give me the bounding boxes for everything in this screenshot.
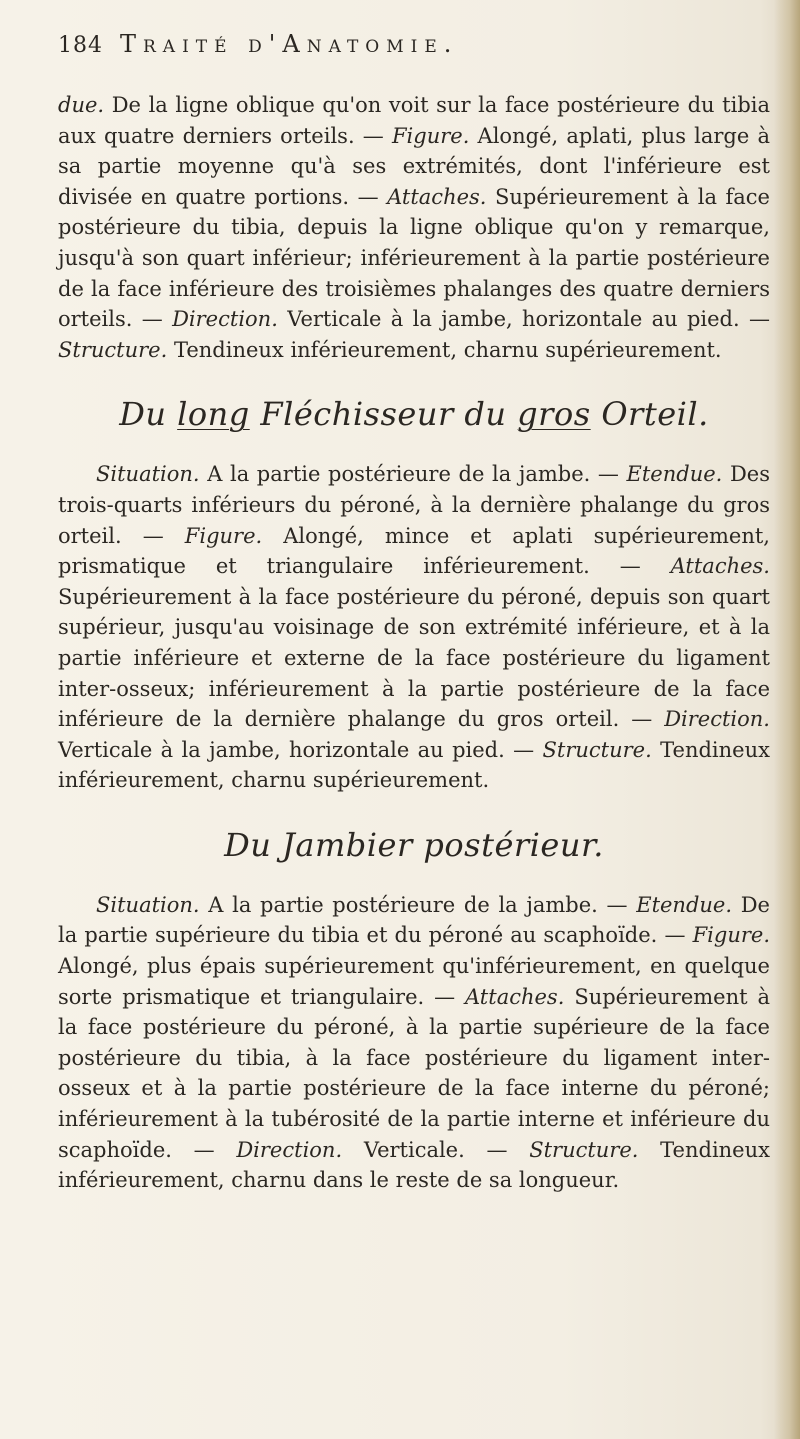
- s1-situation-label: Situation.: [96, 462, 200, 487]
- intro-paragraph: [58, 90, 770, 365]
- s2-situation-label: Situation.: [96, 892, 200, 917]
- intro-text-1: De la ligne oblique qu'on voit sur la face postérieure du tibia aux quatre derniers orteils. —: [58, 93, 770, 148]
- section1-paragraph: [58, 459, 770, 796]
- heading1-end: Orteil.: [590, 395, 709, 434]
- s2-direction-label: Direction.: [236, 1137, 343, 1162]
- s1-text-1: A la partie postérieure de la jambe. —: [207, 462, 619, 487]
- s2-structure-label: Structure.: [529, 1137, 639, 1162]
- s2-text-4: Supérieurement à la face postérieure du péroné, à la partie supérieure de la face postérieure du tibia, à la face postérieure du ligament inter-osseux et à la partie postérieure de la face interne du péroné; inférieurement à la tubérosité de la partie interne et inférieure du scaphoïde. —: [58, 984, 771, 1162]
- section-heading-long-flechisseur: [58, 395, 770, 433]
- page-header: [58, 30, 770, 76]
- s1-text-3: Alongé, mince et aplati supérieurement, prismatique et triangulaire inférieurement. —: [58, 523, 770, 579]
- heading1-prefix: Du: [119, 395, 178, 434]
- section-heading-jambier-posterieur: Du Jambier postérieur.: [224, 825, 604, 864]
- s1-attaches-label: Attaches.: [670, 554, 770, 579]
- s2-text-3: Alongé, plus épais supérieurement qu'inférieurement, en quelque sorte prismatique et triangulaire. —: [58, 954, 770, 1009]
- s2-figure-label: Figure.: [692, 923, 770, 948]
- s1-direction-label: Direction.: [664, 707, 770, 732]
- s1-text-2: Des trois-quarts inférieurs du péroné, à la dernière phalange du gros orteil. —: [58, 462, 770, 548]
- s1-text-6: Tendineux inférieurement, charnu supérieurement.: [58, 737, 770, 793]
- page-number: 184: [58, 33, 103, 58]
- s2-text-6: Tendineux inférieurement, charnu dans le reste de sa longueur.: [58, 1137, 770, 1193]
- section2-paragraph: [58, 890, 770, 1196]
- s1-structure-label: Structure.: [542, 737, 652, 762]
- s2-attaches-label: Attaches.: [465, 984, 565, 1009]
- intro-attaches-label: Attaches.: [387, 184, 487, 209]
- heading1-underlined-gros: gros: [517, 395, 591, 434]
- heading1-suffix: Fléchisseur du: [249, 395, 518, 434]
- s2-text-1: A la partie postérieure de la jambe. —: [208, 892, 628, 917]
- intro-structure-label: Structure.: [58, 337, 168, 362]
- page-edge-shadow: [774, 0, 800, 1439]
- s1-figure-label: Figure.: [184, 523, 263, 548]
- intro-text-4: Verticale à la jambe, horizontale au pied. —: [287, 307, 770, 332]
- heading1-underlined-long: long: [177, 395, 250, 434]
- s1-text-5: Verticale à la jambe, horizontale au pied. —: [58, 737, 535, 762]
- page-content: [58, 30, 770, 1196]
- s1-etendue-label: Etendue.: [626, 462, 723, 487]
- intro-text-2: Alongé, aplati, plus large à sa partie moyenne qu'à ses extrémités, dont l'inférieure est divisée en quatre portions. —: [58, 123, 770, 209]
- s2-etendue-label: Etendue.: [636, 892, 733, 917]
- intro-figure-label: Figure.: [391, 123, 470, 148]
- intro-direction-label: Direction.: [172, 307, 278, 332]
- s2-text-2: De la partie supérieure du tibia et du péroné au scaphoïde. —: [58, 892, 770, 948]
- intro-text-3: Supérieurement à la face postérieure du tibia, depuis la ligne oblique qu'on y remarque, jusqu'à son quart inférieur; inférieurement à la partie postérieure de la face inférieure des troisièmes phalanges des quatre derniers orteils. —: [58, 184, 770, 332]
- intro-text-5: Tendineux inférieurement, charnu supérieurement.: [173, 337, 722, 362]
- word-due: due.: [58, 93, 105, 117]
- s2-text-5: Verticale. —: [363, 1137, 508, 1162]
- s1-text-4: Supérieurement à la face postérieure du péroné, depuis son quart supérieur, jusqu'au voisinage de son extrémité inférieure, et à la partie inférieure et externe de la face postérieure du ligament inter-osseux; inférieurement à la partie postérieure de la face inférieure de la dernière phalange du gros orteil. —: [58, 584, 770, 732]
- running-head: Traité d'Anatomie.: [120, 30, 459, 58]
